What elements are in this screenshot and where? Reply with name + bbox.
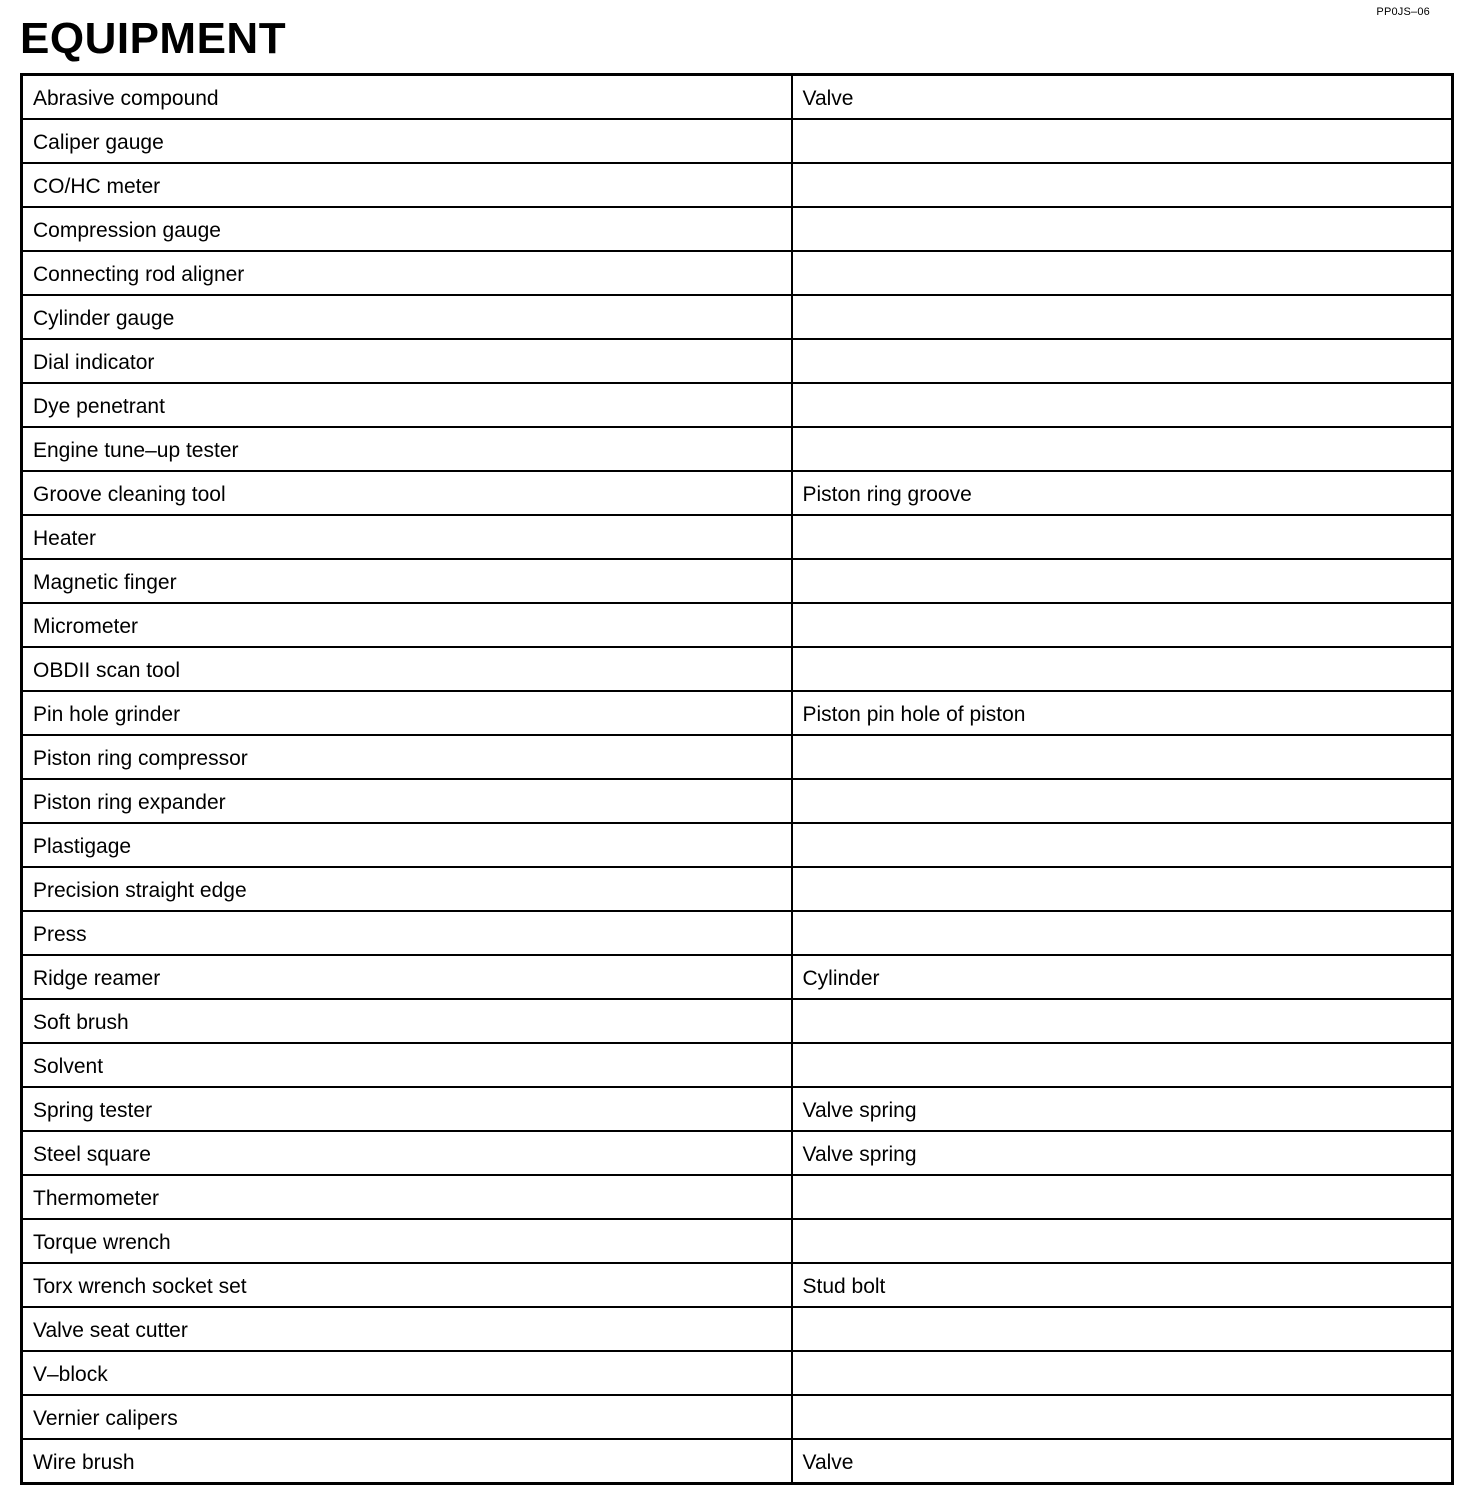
table-row [22,999,1453,1043]
equipment-note-cell [792,427,1453,471]
equipment-note-cell [792,559,1453,603]
equipment-name-cell: Groove cleaning tool [22,471,792,515]
table-row [22,603,1453,647]
document-code: PP0JS–06 [1376,6,1430,18]
equipment-name-cell: Magnetic finger [22,559,792,603]
equipment-note-cell [792,867,1453,911]
table-row [22,955,1453,999]
equipment-name-cell: Caliper gauge [22,119,792,163]
equipment-note-cell: Valve [792,1439,1453,1484]
table-row [22,471,1453,515]
equipment-note-cell [792,999,1453,1043]
equipment-note-cell [792,119,1453,163]
equipment-name-cell: Compression gauge [22,207,792,251]
table-row [22,735,1453,779]
equipment-name-cell: OBDII scan tool [22,647,792,691]
equipment-note-cell [792,251,1453,295]
equipment-name-cell: Heater [22,515,792,559]
equipment-name-cell: Steel square [22,1131,792,1175]
equipment-name-cell: Ridge reamer [22,955,792,999]
table-row [22,251,1453,295]
equipment-name-cell: Valve seat cutter [22,1307,792,1351]
equipment-name-cell: Soft brush [22,999,792,1043]
equipment-note-cell [792,647,1453,691]
equipment-note-cell [792,823,1453,867]
table-row [22,515,1453,559]
equipment-note-cell: Valve spring [792,1087,1453,1131]
table-row [22,1087,1453,1131]
table-row [22,1219,1453,1263]
equipment-note-cell: Valve [792,75,1453,120]
equipment-note-cell [792,515,1453,559]
equipment-name-cell: Spring tester [22,1087,792,1131]
table-row [22,1175,1453,1219]
equipment-note-cell [792,603,1453,647]
table-row [22,823,1453,867]
table-row [22,75,1453,120]
table-row [22,911,1453,955]
equipment-name-cell: Cylinder gauge [22,295,792,339]
equipment-note-cell [792,339,1453,383]
equipment-name-cell: Thermometer [22,1175,792,1219]
table-row [22,1307,1453,1351]
equipment-note-cell [792,1219,1453,1263]
table-row [22,691,1453,735]
equipment-note-cell [792,383,1453,427]
equipment-note-cell [792,1395,1453,1439]
equipment-name-cell: V–block [22,1351,792,1395]
equipment-note-cell [792,163,1453,207]
equipment-note-cell: Valve spring [792,1131,1453,1175]
equipment-name-cell: Micrometer [22,603,792,647]
equipment-name-cell: Precision straight edge [22,867,792,911]
equipment-name-cell: CO/HC meter [22,163,792,207]
equipment-name-cell: Plastigage [22,823,792,867]
equipment-note-cell [792,1307,1453,1351]
equipment-note-cell [792,1351,1453,1395]
equipment-name-cell: Dial indicator [22,339,792,383]
equipment-name-cell: Pin hole grinder [22,691,792,735]
table-row [22,339,1453,383]
equipment-name-cell: Dye penetrant [22,383,792,427]
equipment-note-cell: Piston ring groove [792,471,1453,515]
equipment-note-cell: Cylinder [792,955,1453,999]
table-row [22,559,1453,603]
equipment-name-cell: Connecting rod aligner [22,251,792,295]
equipment-name-cell: Torx wrench socket set [22,1263,792,1307]
equipment-note-cell [792,1043,1453,1087]
equipment-name-cell: Piston ring expander [22,779,792,823]
table-row [22,119,1453,163]
equipment-name-cell: Torque wrench [22,1219,792,1263]
equipment-table-body [22,75,1453,1484]
equipment-note-cell [792,207,1453,251]
equipment-note-cell [792,779,1453,823]
equipment-table [20,73,1454,1485]
equipment-note-cell [792,1175,1453,1219]
table-row [22,1439,1453,1484]
table-row [22,647,1453,691]
table-row [22,427,1453,471]
table-row [22,1043,1453,1087]
table-row [22,207,1453,251]
equipment-note-cell [792,911,1453,955]
equipment-note-cell [792,735,1453,779]
table-row [22,1351,1453,1395]
equipment-name-cell: Piston ring compressor [22,735,792,779]
table-row [22,779,1453,823]
table-row [22,1395,1453,1439]
page-title: EQUIPMENT [20,14,287,63]
table-row [22,1131,1453,1175]
table-row [22,1263,1453,1307]
equipment-note-cell [792,295,1453,339]
equipment-note-cell: Piston pin hole of piston [792,691,1453,735]
equipment-name-cell: Press [22,911,792,955]
table-row [22,295,1453,339]
table-row [22,867,1453,911]
equipment-name-cell: Vernier calipers [22,1395,792,1439]
equipment-name-cell: Solvent [22,1043,792,1087]
equipment-note-cell: Stud bolt [792,1263,1453,1307]
table-row [22,163,1453,207]
equipment-name-cell: Engine tune–up tester [22,427,792,471]
equipment-name-cell: Wire brush [22,1439,792,1484]
table-row [22,383,1453,427]
equipment-name-cell: Abrasive compound [22,75,792,120]
